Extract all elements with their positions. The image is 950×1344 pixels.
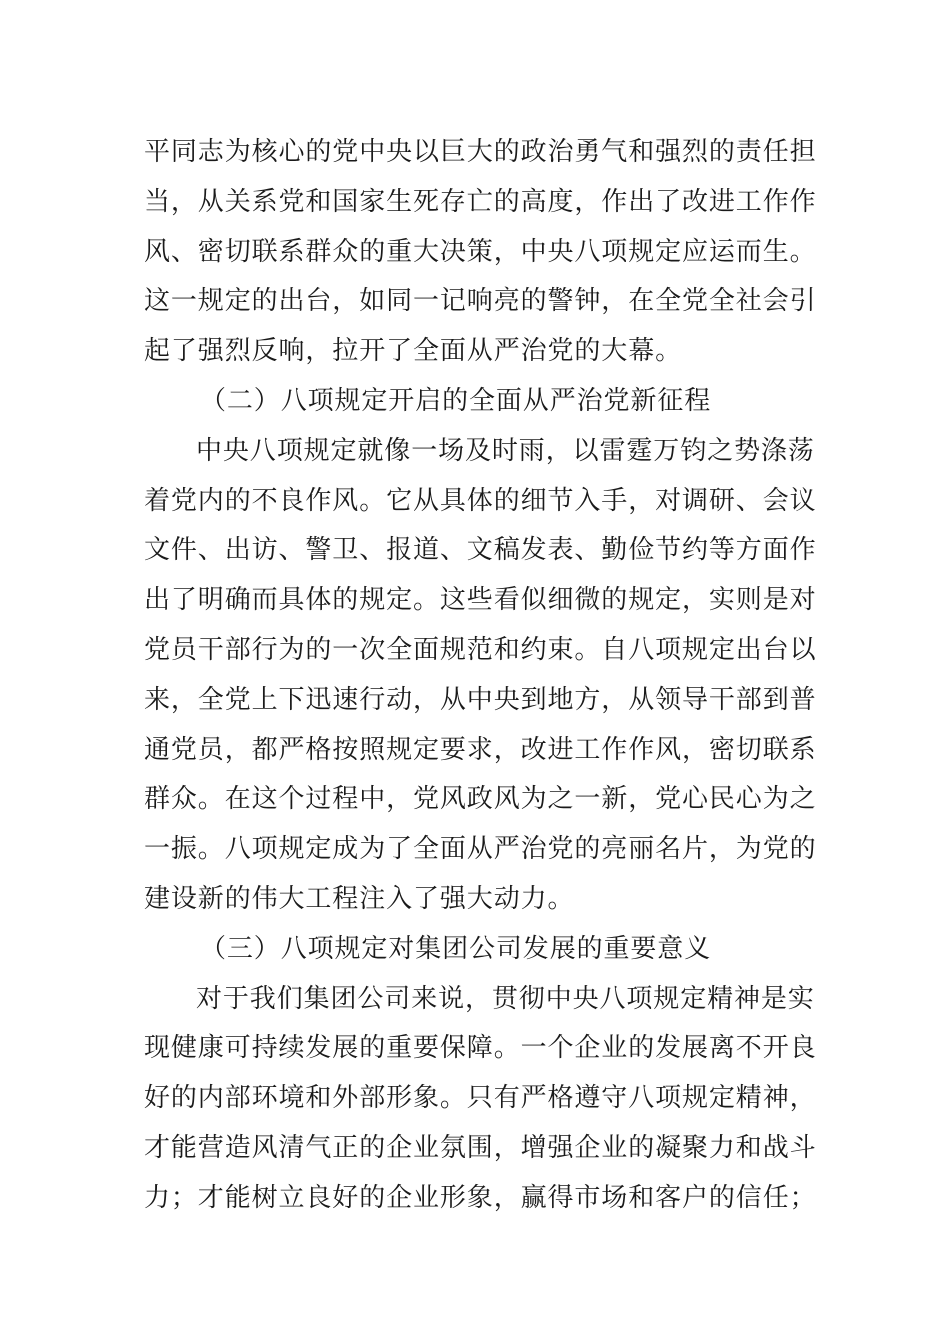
text-line: 一振。八项规定成为了全面从严治党的亮丽名片，为党的 — [144, 834, 817, 865]
text-line: 建设新的伟大工程注入了强大动力。 — [144, 883, 575, 914]
text-line: 这一规定的出台，如同一记响亮的警钟，在全党全社会引 — [144, 286, 817, 317]
text-line: 党员干部行为的一次全面规范和约束。自八项规定出台以 — [144, 634, 817, 665]
text-line: 对于我们集团公司来说，贯彻中央八项规定精神是实 — [196, 983, 815, 1014]
text-line: 着党内的不良作风。它从具体的细节入手，对调研、会议 — [144, 485, 817, 516]
text-line: 力；才能树立良好的企业形象，赢得市场和客户的信任； — [144, 1182, 817, 1213]
text-line: 群众。在这个过程中，党风政风为之一新，党心民心为之 — [144, 784, 817, 815]
text-line: 平同志为核心的党中央以巨大的政治勇气和强烈的责任担 — [144, 137, 817, 167]
text-line: 才能营造风清气正的企业氛围，增强企业的凝聚力和战斗 — [144, 1132, 817, 1163]
text-line: 通党员，都严格按照规定要求，改进工作作风，密切联系 — [144, 734, 817, 765]
text-line: 当，从关系党和国家生死存亡的高度，作出了改进工作作 — [144, 186, 817, 217]
text-line: 现健康可持续发展的重要保障。一个企业的发展离不开良 — [144, 1033, 817, 1064]
section-heading-2: （二）八项规定开启的全面从严治党新征程 — [200, 385, 712, 416]
text-line: 起了强烈反响，拉开了全面从严治党的大幕。 — [144, 336, 683, 367]
paragraph-2 — [144, 427, 817, 925]
paragraph-1 — [144, 128, 817, 377]
text-line: 来，全党上下迅速行动，从中央到地方，从领导干部到普 — [144, 684, 817, 715]
text-line: 中央八项规定就像一场及时雨，以雷霆万钧之势涤荡 — [196, 435, 815, 466]
text-line: 好的内部环境和外部形象。只有严格遵守八项规定精神， — [144, 1083, 817, 1114]
paragraph-3 — [144, 975, 817, 1224]
section-heading-3: （三）八项规定对集团公司发展的重要意义 — [200, 933, 712, 964]
text-line: 文件、出访、警卫、报道、文稿发表、勤俭节约等方面作 — [144, 535, 817, 566]
text-line: 风、密切联系群众的重大决策，中央八项规定应运而生。 — [144, 236, 817, 267]
text-line: 出了明确而具体的规定。这些看似细微的规定，实则是对 — [144, 585, 817, 616]
document-body — [144, 128, 817, 1224]
